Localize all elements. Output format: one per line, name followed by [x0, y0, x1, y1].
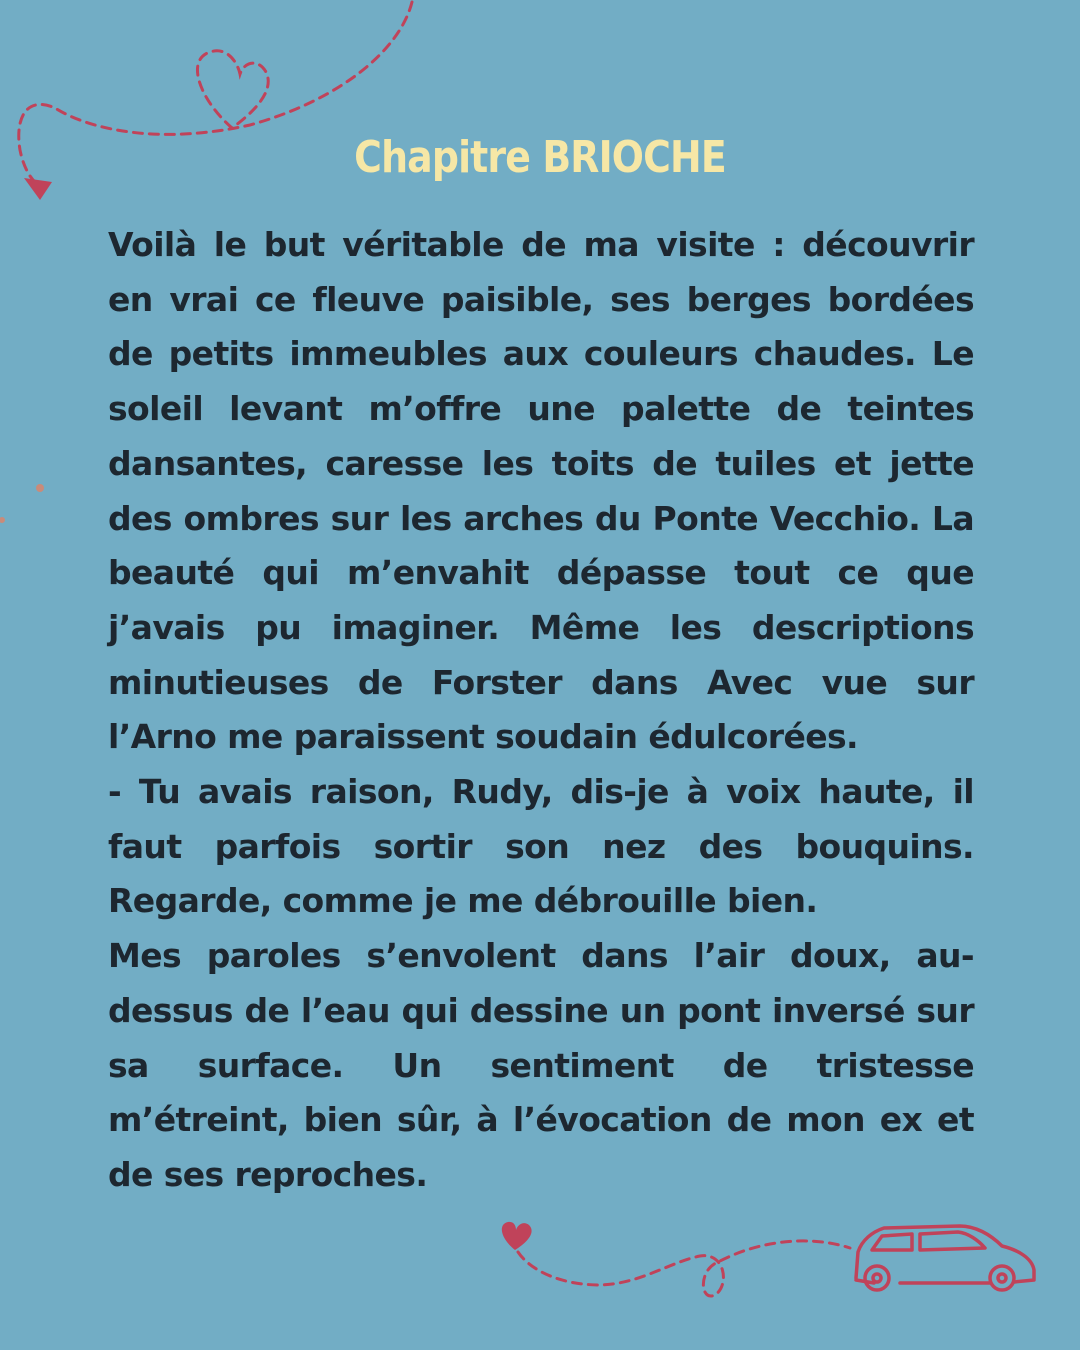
car-icon — [856, 1226, 1034, 1290]
chapter-text — [108, 218, 974, 1203]
chapter-title: Chapitre BRIOCHE — [354, 132, 726, 183]
dot-icon — [36, 484, 44, 492]
dot-icon — [0, 517, 5, 523]
paragraph: Voilà le but véritable de ma visite : découvrir en vrai ce fleuve paisible, ses berges bordées de petits immeubles aux couleurs chaudes. Le soleil levant m’offre une palette de teintes dansantes, caresse les toits de tuiles et jette des ombres sur les arches du Ponte Vecchio. La beauté qui m’envahit dépasse tout ce que j’avais pu imaginer. Même les descriptions minutieuses de Forster dans Avec vue sur l’Arno me paraissent soudain édulcorées. — [108, 225, 974, 757]
dashed-path-icon — [518, 1241, 850, 1296]
arrow-head-icon — [24, 178, 52, 200]
paragraph: Mes paroles s’envolent dans l’air doux, au-dessus de l’eau qui dessine un pont inversé sur sa surface. Un sentiment de tristesse m’étreint, bien sûr, à l’évocation de mon ex et de ses reproches. — [108, 936, 974, 1194]
paragraph: - Tu avais raison, Rudy, dis-je à voix haute, il faut parfois sortir son nez des bouquins. Regarde, comme je me débrouille bien. — [108, 772, 974, 921]
heart-icon — [502, 1222, 532, 1250]
